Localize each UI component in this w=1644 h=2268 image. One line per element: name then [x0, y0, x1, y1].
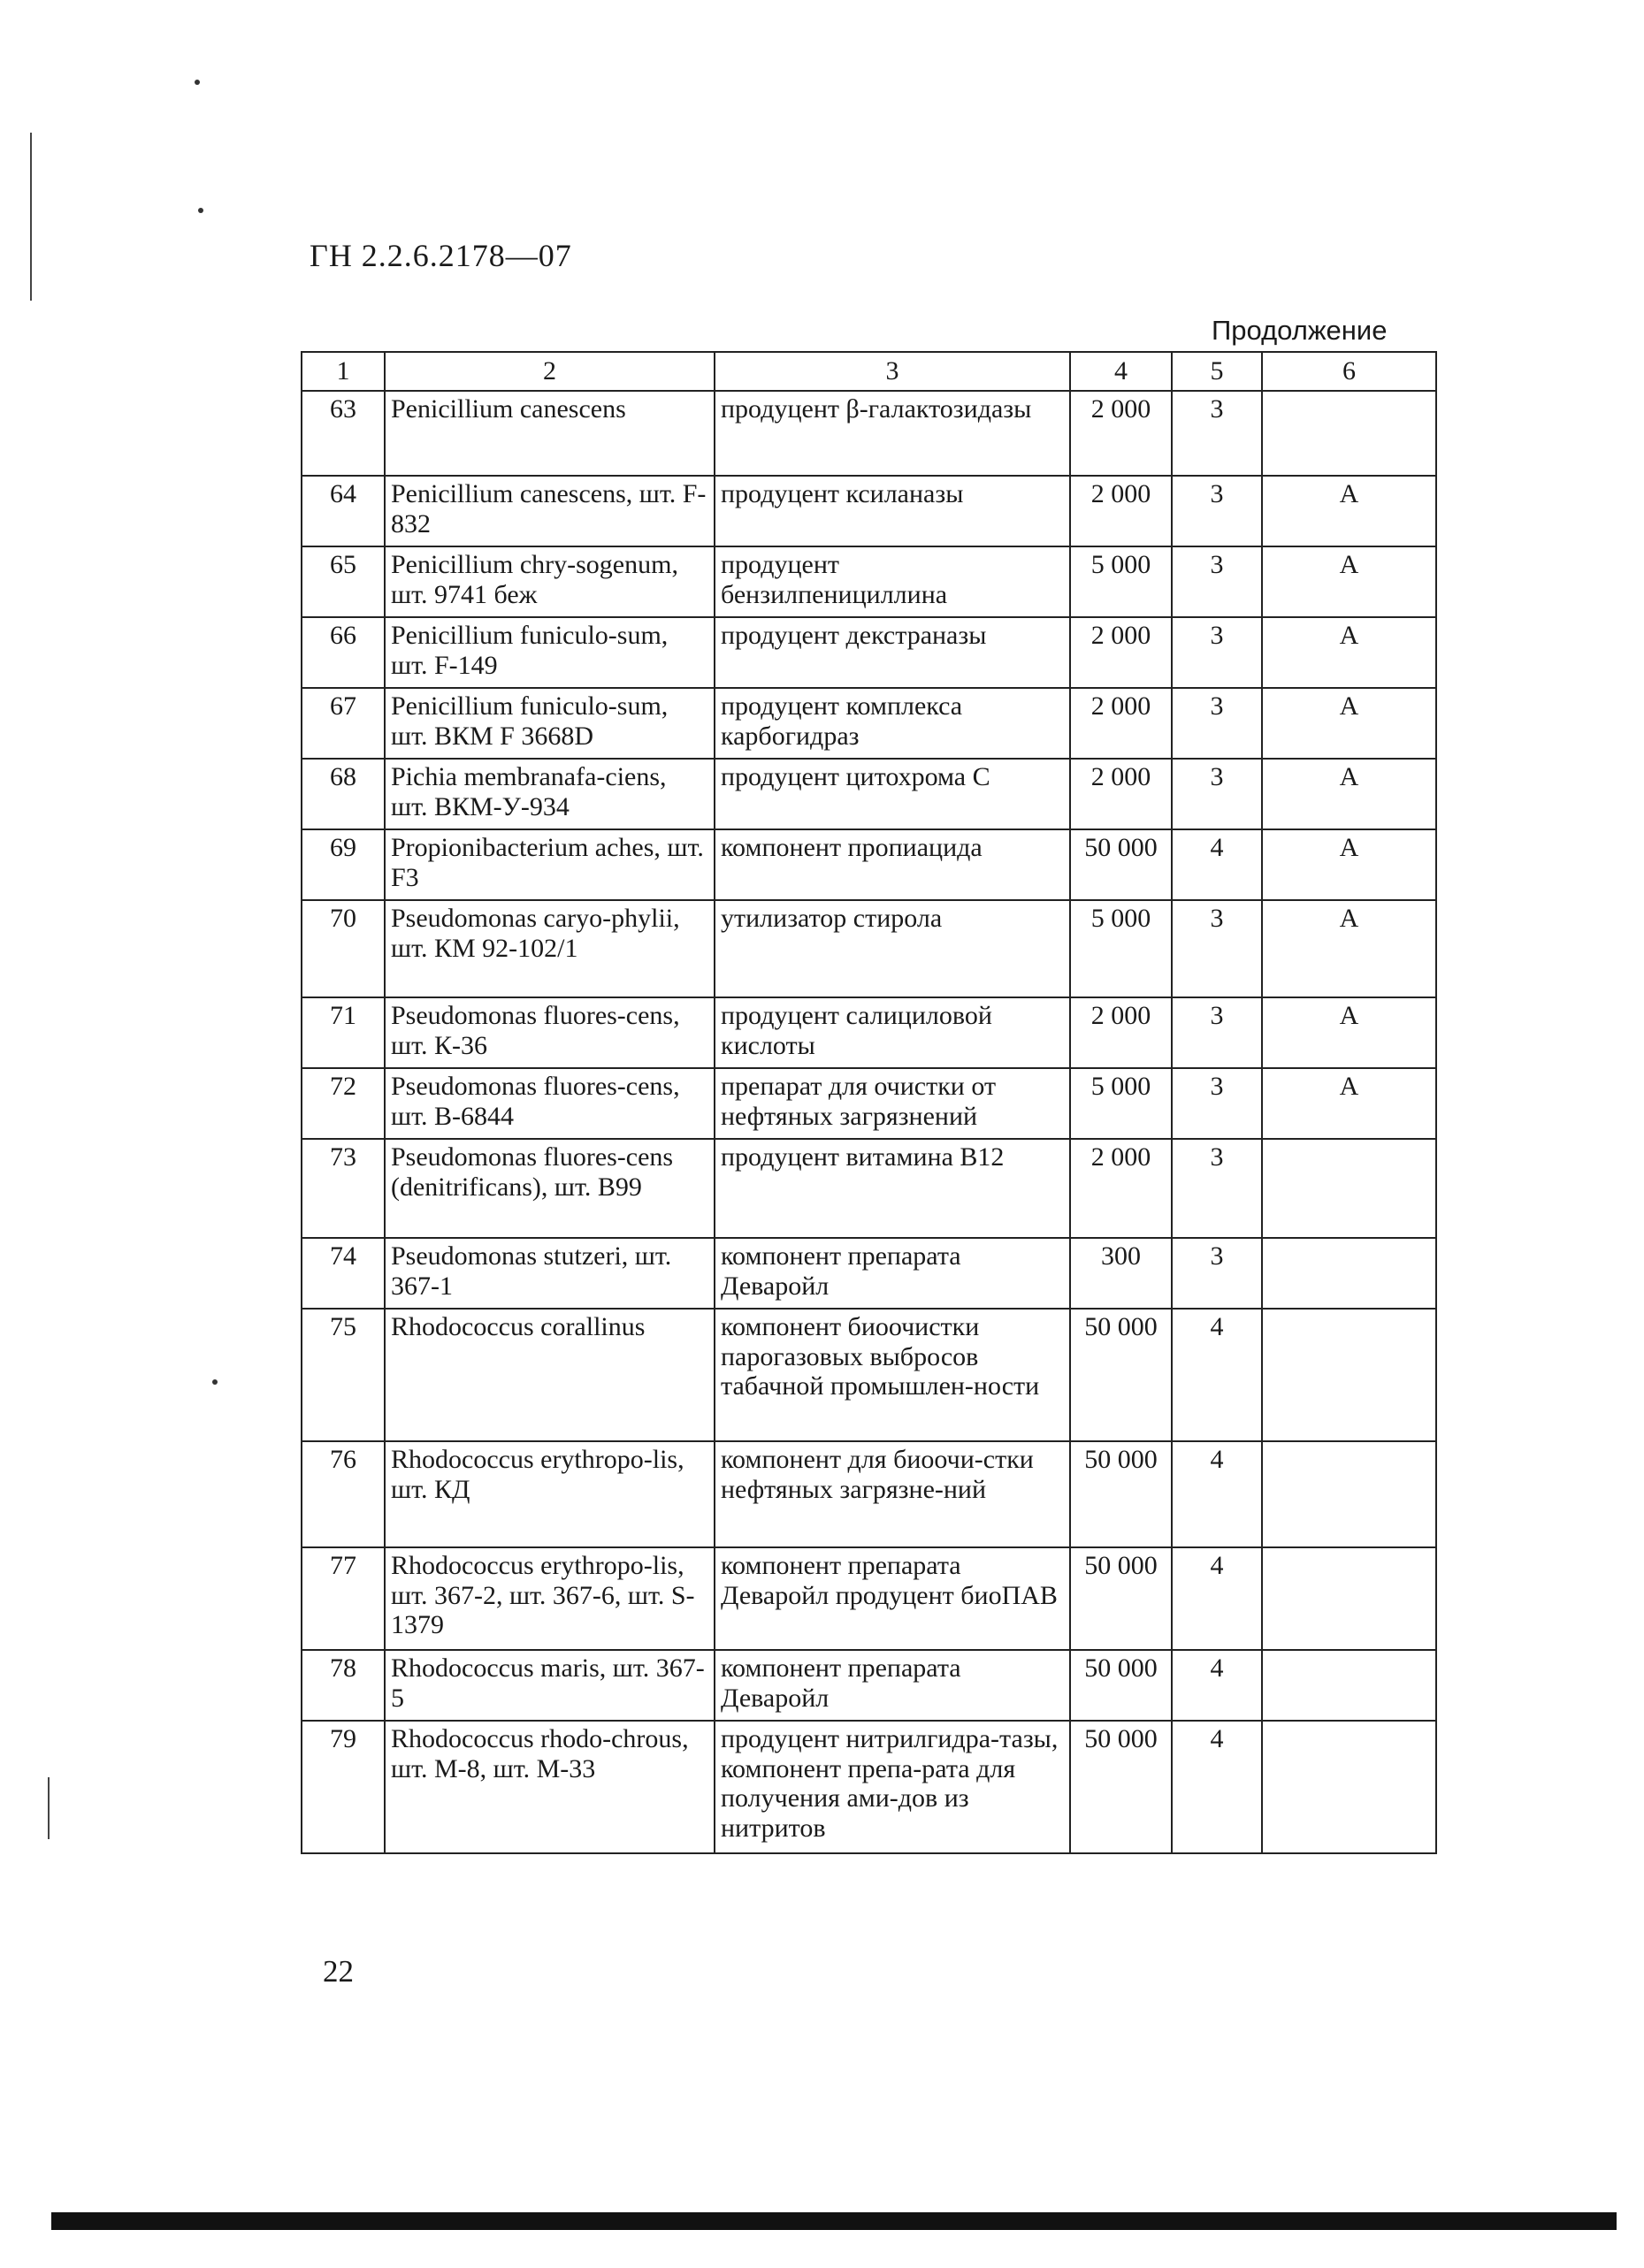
cell-cls: 3: [1172, 546, 1262, 617]
cell-note: А: [1262, 688, 1436, 759]
cell-name: Propionibacterium aches, шт. F3: [385, 829, 715, 900]
cell-name: Pseudomonas fluores-cens (denitrificans), шт. В99: [385, 1139, 715, 1238]
cell-num: 74: [302, 1238, 385, 1309]
cell-use: продуцент ксиланазы: [715, 476, 1070, 546]
microorganisms-table: [301, 351, 1437, 1854]
cell-num: 72: [302, 1068, 385, 1139]
cell-cls: 3: [1172, 1238, 1262, 1309]
table-row: [302, 476, 1436, 546]
cell-num: 79: [302, 1721, 385, 1853]
cell-note: [1262, 1547, 1436, 1650]
cell-conc: 2 000: [1070, 617, 1172, 688]
cell-name: Pseudomonas fluores-cens, шт. К-36: [385, 997, 715, 1068]
cell-conc: 2 000: [1070, 997, 1172, 1068]
cell-note: [1262, 1650, 1436, 1721]
cell-conc: 5 000: [1070, 1068, 1172, 1139]
cell-note: [1262, 391, 1436, 476]
table-row: [302, 1650, 1436, 1721]
table-row: [302, 688, 1436, 759]
cell-conc: 50 000: [1070, 1309, 1172, 1441]
cell-note: А: [1262, 759, 1436, 829]
continuation-label: Продолжение: [1212, 315, 1388, 346]
cell-use: утилизатор стирола: [715, 900, 1070, 997]
table-row: [302, 1547, 1436, 1650]
cell-num: 64: [302, 476, 385, 546]
cell-conc: 5 000: [1070, 900, 1172, 997]
cell-conc: 2 000: [1070, 391, 1172, 476]
cell-num: 73: [302, 1139, 385, 1238]
table-row: [302, 1441, 1436, 1547]
table-row: [302, 1238, 1436, 1309]
cell-cls: 3: [1172, 759, 1262, 829]
cell-note: А: [1262, 617, 1436, 688]
table-row: [302, 997, 1436, 1068]
cell-use: компонент препарата Деваройл: [715, 1238, 1070, 1309]
scan-speck: [198, 208, 203, 213]
cell-use: препарат для очистки от нефтяных загрязнений: [715, 1068, 1070, 1139]
cell-use: продуцент нитрилгидра-тазы, компонент препа-рата для получения ами-дов из нитритов: [715, 1721, 1070, 1853]
cell-name: Rhodococcus erythropo-lis, шт. КД: [385, 1441, 715, 1547]
cell-num: 65: [302, 546, 385, 617]
cell-conc: 2 000: [1070, 688, 1172, 759]
cell-conc: 50 000: [1070, 829, 1172, 900]
cell-cls: 4: [1172, 1650, 1262, 1721]
cell-cls: 3: [1172, 617, 1262, 688]
cell-cls: 3: [1172, 391, 1262, 476]
table-row: [302, 546, 1436, 617]
cell-use: продуцент салициловой кислоты: [715, 997, 1070, 1068]
cell-num: 66: [302, 617, 385, 688]
table-row: [302, 900, 1436, 997]
cell-cls: 3: [1172, 900, 1262, 997]
column-header: 4: [1070, 352, 1172, 391]
cell-use: продуцент комплекса карбогидраз: [715, 688, 1070, 759]
cell-conc: 50 000: [1070, 1441, 1172, 1547]
cell-num: 75: [302, 1309, 385, 1441]
cell-name: Rhodococcus maris, шт. 367-5: [385, 1650, 715, 1721]
cell-name: Penicillium funiculo-sum, шт. ВКМ F 3668D: [385, 688, 715, 759]
table-row: [302, 1309, 1436, 1441]
table-row: [302, 759, 1436, 829]
cell-conc: 2 000: [1070, 759, 1172, 829]
cell-cls: 4: [1172, 829, 1262, 900]
scan-margin-line: [30, 133, 32, 301]
column-header: 2: [385, 352, 715, 391]
table-row: [302, 1068, 1436, 1139]
cell-cls: 4: [1172, 1309, 1262, 1441]
table-row: [302, 1139, 1436, 1238]
cell-name: Pseudomonas fluores-cens, шт. В-6844: [385, 1068, 715, 1139]
page-number: 22: [323, 1954, 354, 1989]
cell-cls: 3: [1172, 1139, 1262, 1238]
column-header: 5: [1172, 352, 1262, 391]
cell-name: Pseudomonas stutzeri, шт. 367-1: [385, 1238, 715, 1309]
table-row: [302, 829, 1436, 900]
cell-note: А: [1262, 546, 1436, 617]
cell-conc: 50 000: [1070, 1721, 1172, 1853]
cell-cls: 3: [1172, 476, 1262, 546]
cell-conc: 2 000: [1070, 1139, 1172, 1238]
table-body: [302, 391, 1436, 1853]
cell-cls: 3: [1172, 688, 1262, 759]
cell-note: А: [1262, 476, 1436, 546]
cell-conc: 5 000: [1070, 546, 1172, 617]
column-header: 6: [1262, 352, 1436, 391]
cell-num: 68: [302, 759, 385, 829]
table-row: [302, 1721, 1436, 1853]
cell-use: компонент для биоочи-стки нефтяных загрязне-ний: [715, 1441, 1070, 1547]
cell-cls: 3: [1172, 1068, 1262, 1139]
cell-num: 70: [302, 900, 385, 997]
cell-conc: 50 000: [1070, 1650, 1172, 1721]
cell-conc: 50 000: [1070, 1547, 1172, 1650]
cell-num: 63: [302, 391, 385, 476]
cell-use: продуцент бензилпенициллина: [715, 546, 1070, 617]
cell-num: 77: [302, 1547, 385, 1650]
document-code: ГН 2.2.6.2178—07: [310, 238, 572, 273]
cell-num: 69: [302, 829, 385, 900]
cell-cls: 4: [1172, 1721, 1262, 1853]
cell-use: продуцент β-галактозидазы: [715, 391, 1070, 476]
cell-name: Rhodococcus erythropo-lis, шт. 367-2, шт. 367-6, шт. S-1379: [385, 1547, 715, 1650]
cell-name: Penicillium canescens, шт. F-832: [385, 476, 715, 546]
cell-use: продуцент витамина B12: [715, 1139, 1070, 1238]
scan-speck: [195, 80, 200, 85]
scan-speck: [212, 1379, 218, 1385]
cell-name: Penicillium chry-sogenum, шт. 9741 беж: [385, 546, 715, 617]
cell-name: Pseudomonas caryo-phylii, шт. КМ 92-102/1: [385, 900, 715, 997]
cell-note: А: [1262, 997, 1436, 1068]
header-row: [302, 352, 1436, 391]
cell-num: 71: [302, 997, 385, 1068]
column-header: 1: [302, 352, 385, 391]
cell-note: [1262, 1238, 1436, 1309]
cell-name: Pichia membranafa-ciens, шт. ВКМ-У-934: [385, 759, 715, 829]
cell-use: компонент препарата Деваройл продуцент биоПАВ: [715, 1547, 1070, 1650]
cell-use: продуцент цитохрома С: [715, 759, 1070, 829]
cell-conc: 300: [1070, 1238, 1172, 1309]
cell-conc: 2 000: [1070, 476, 1172, 546]
table-row: [302, 617, 1436, 688]
cell-note: [1262, 1139, 1436, 1238]
table-row: [302, 391, 1436, 476]
cell-cls: 4: [1172, 1547, 1262, 1650]
cell-use: компонент препарата Деваройл: [715, 1650, 1070, 1721]
column-header: 3: [715, 352, 1070, 391]
cell-name: Rhodococcus corallinus: [385, 1309, 715, 1441]
cell-use: компонент биоочистки парогазовых выбросов табачной промышлен-ности: [715, 1309, 1070, 1441]
cell-name: Penicillium funiculo-sum, шт. F-149: [385, 617, 715, 688]
scan-bottom-bar: [51, 2212, 1617, 2230]
cell-note: А: [1262, 1068, 1436, 1139]
cell-name: Penicillium canescens: [385, 391, 715, 476]
cell-note: А: [1262, 900, 1436, 997]
cell-note: А: [1262, 829, 1436, 900]
cell-note: [1262, 1309, 1436, 1441]
cell-num: 76: [302, 1441, 385, 1547]
cell-num: 67: [302, 688, 385, 759]
cell-cls: 3: [1172, 997, 1262, 1068]
cell-name: Rhodococcus rhodo-chrous, шт. М-8, шт. М-33: [385, 1721, 715, 1853]
cell-use: продуцент декстраназы: [715, 617, 1070, 688]
scan-margin-line: [48, 1777, 50, 1839]
cell-cls: 4: [1172, 1441, 1262, 1547]
cell-use: компонент пропиацида: [715, 829, 1070, 900]
cell-note: [1262, 1441, 1436, 1547]
cell-num: 78: [302, 1650, 385, 1721]
cell-note: [1262, 1721, 1436, 1853]
